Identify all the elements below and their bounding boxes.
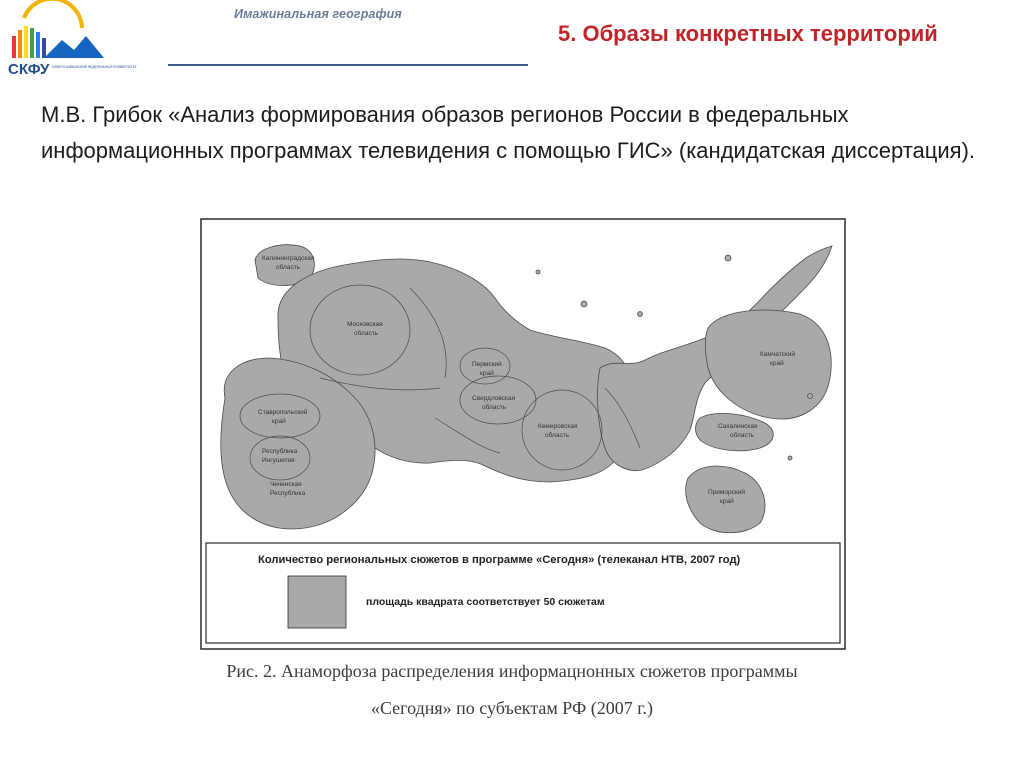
label-perm-1: Пермский — [472, 361, 502, 368]
label-stavropol-2: край — [272, 418, 286, 425]
logo-mountains-icon — [44, 36, 104, 58]
map-legend — [206, 543, 840, 643]
logo-subtext: СЕВЕРО-КАВКАЗСКИЙ ФЕДЕРАЛЬНЫЙ УНИВЕРСИТЕТ — [52, 65, 137, 69]
label-kemerovo-2: область — [545, 432, 570, 439]
island — [536, 270, 540, 274]
label-primorsky-1: Приморский — [708, 489, 745, 496]
label-primorsky-2: край — [720, 498, 734, 505]
label-ingushetia-1: Республика — [262, 448, 298, 455]
slide-body-text: М.В. Грибок «Анализ формирования образов регионов России в федеральных информационных программах телевидения с помощью ГИС» (кандидатская диссертация). — [41, 102, 976, 163]
label-chechnya-2: Республика — [270, 490, 306, 497]
logo-arc — [24, 0, 82, 28]
label-sakhalin-2: область — [730, 432, 755, 439]
island — [788, 456, 792, 460]
label-moscow-1: Московская — [347, 321, 383, 328]
label-moscow-2: область — [354, 330, 379, 337]
logo-text: СКФУ — [8, 61, 50, 78]
island — [581, 301, 587, 307]
label-sakhalin-1: Сахалинская — [718, 423, 758, 430]
course-title: Имажинальная география — [234, 7, 402, 21]
label-kamchatka-1: Камчатский — [760, 351, 795, 358]
logo-bars-icon — [12, 26, 46, 58]
figure-caption-line2: «Сегодня» по субъектам РФ (2007 г.) — [370, 698, 654, 718]
island — [725, 255, 731, 261]
label-kemerovo-1: Кемеровская — [538, 423, 578, 430]
figure-caption-line1: Рис. 2. Анаморфоза распределения информацнонных сюжетов программы — [226, 661, 798, 681]
legend-square-label: площадь квадрата соответствует 50 сюжетам — [366, 596, 605, 608]
title-divider — [168, 64, 528, 66]
label-chechnya-1: Чеченская — [270, 481, 302, 488]
island — [638, 312, 643, 317]
island — [808, 394, 813, 399]
university-logo — [4, 6, 137, 86]
label-kaliningrad-2: область — [276, 264, 301, 271]
cartogram-figure — [200, 218, 846, 650]
slide-title: 5. Образы конкретных территорий — [558, 21, 938, 46]
label-kaliningrad-1: Калининградская — [262, 255, 315, 262]
label-stavropol-1: Ставропольский — [258, 409, 308, 416]
label-ingushetia-2: Ингушетия — [262, 457, 295, 464]
label-sverdlovsk-1: Свердловская — [472, 395, 516, 402]
label-perm-2: край — [480, 370, 494, 377]
legend-title: Количество региональных сюжетов в программе «Сегодня» (телеканал НТВ, 2007 год) — [258, 554, 741, 566]
label-kamchatka-2: край — [770, 360, 784, 367]
label-sverdlovsk-2: область — [482, 404, 507, 411]
legend-square — [288, 576, 346, 628]
